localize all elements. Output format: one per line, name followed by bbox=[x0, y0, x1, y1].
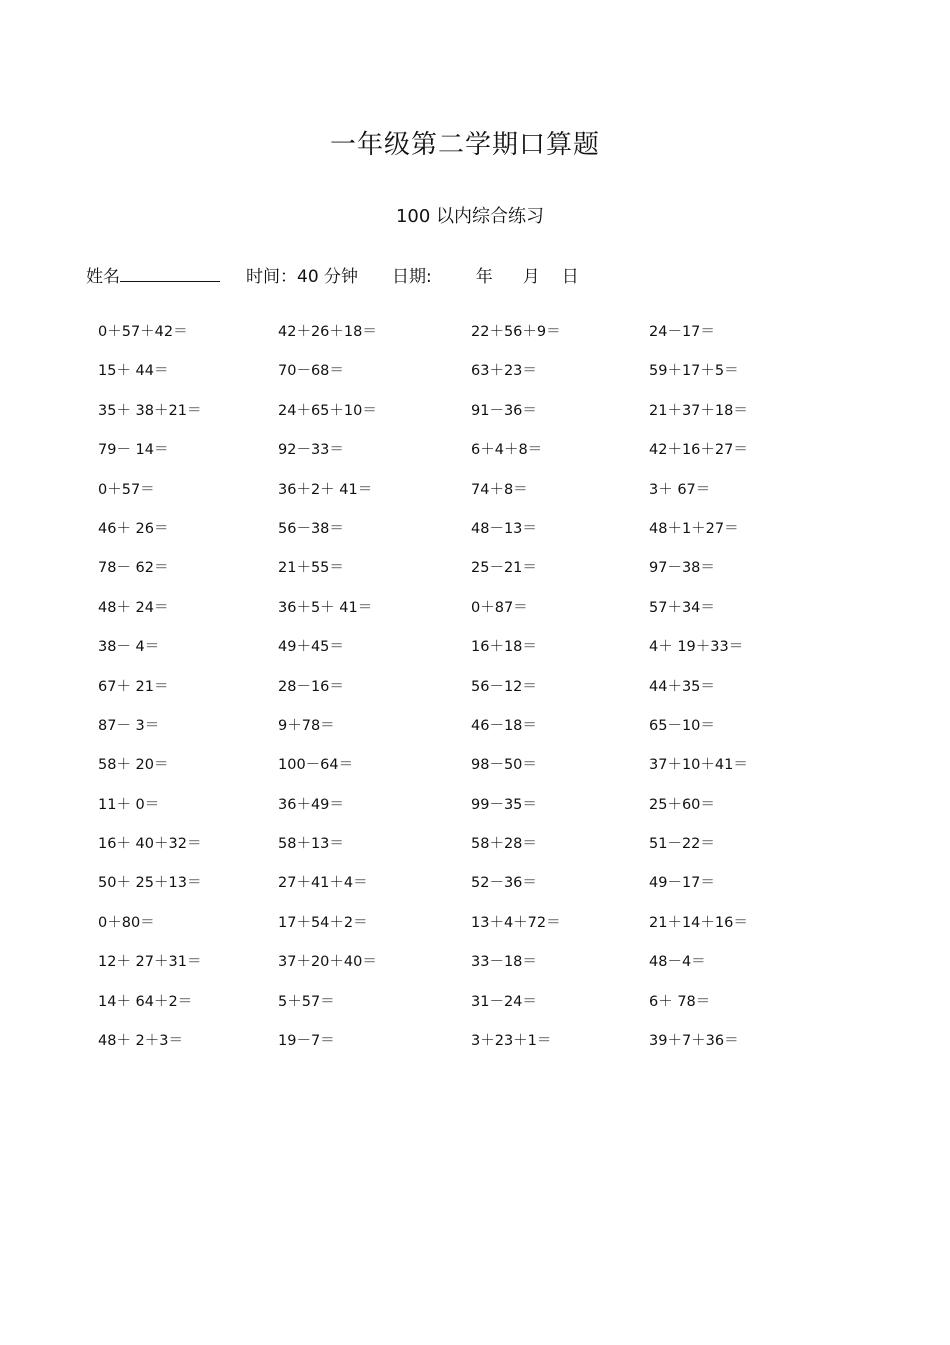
student-info-line bbox=[86, 262, 579, 287]
problem-item: 42＋26＋18＝ bbox=[278, 324, 377, 340]
problem-item: 5＋57＝ bbox=[278, 993, 335, 1010]
page-title: 一年级第二学期口算题 bbox=[329, 130, 600, 160]
problem-item: 3＋23＋1＝ bbox=[471, 1033, 552, 1050]
problem-item: 65－10＝ bbox=[649, 717, 715, 734]
problem-item: 91－36＝ bbox=[471, 402, 537, 419]
time-label: 时间：40 分钟 bbox=[246, 267, 359, 287]
problem-item: 31－24＝ bbox=[471, 993, 537, 1010]
problem-item: 36＋2＋ 41＝ bbox=[278, 481, 373, 498]
problem-item: 98－50＝ bbox=[471, 757, 537, 774]
problem-item: 15＋ 44＝ bbox=[98, 363, 169, 380]
problem-item: 56－38＝ bbox=[278, 520, 344, 537]
problem-item: 39＋7＋36＝ bbox=[649, 1033, 739, 1050]
problem-item: 14＋ 64＋2＝ bbox=[98, 993, 193, 1010]
problem-item: 56－12＝ bbox=[471, 678, 537, 695]
month-label: 月 bbox=[522, 267, 540, 287]
problem-item: 52－36＝ bbox=[471, 875, 537, 892]
problem-item: 44＋35＝ bbox=[649, 678, 715, 695]
problem-item: 16＋ 40＋32＝ bbox=[98, 836, 202, 853]
problem-item: 4＋ 19＋33＝ bbox=[649, 639, 744, 656]
problem-item: 48＋ 24＝ bbox=[98, 599, 169, 616]
problem-item: 6＋ 78＝ bbox=[649, 993, 711, 1010]
problem-item: 12＋ 27＋31＝ bbox=[98, 954, 202, 971]
date-label: 日期: bbox=[392, 267, 432, 287]
page-subtitle: 100 以内综合练习 bbox=[395, 206, 545, 227]
problem-item: 3＋ 67＝ bbox=[649, 481, 711, 498]
problem-item: 24－17＝ bbox=[649, 324, 715, 340]
problem-item: 58＋28＝ bbox=[471, 836, 537, 853]
problem-item: 87－ 3＝ bbox=[98, 717, 160, 734]
problem-item: 37＋20＋40＝ bbox=[278, 954, 377, 971]
problem-item: 99－35＝ bbox=[471, 796, 537, 813]
problem-item: 19－7＝ bbox=[278, 1033, 335, 1050]
problem-item: 16＋18＝ bbox=[471, 639, 537, 656]
problem-item: 48－13＝ bbox=[471, 520, 537, 537]
problem-item: 42＋16＋27＝ bbox=[649, 442, 748, 459]
problem-item: 48＋1＋27＝ bbox=[649, 520, 739, 537]
problem-item: 21＋55＝ bbox=[278, 560, 344, 577]
problem-item: 74＋8＝ bbox=[471, 481, 528, 498]
problem-item: 9＋78＝ bbox=[278, 717, 335, 734]
day-label: 日 bbox=[561, 267, 579, 287]
year-label: 年 bbox=[475, 267, 493, 287]
problem-item: 17＋54＋2＝ bbox=[278, 914, 368, 931]
problem-item: 36＋49＝ bbox=[278, 796, 344, 813]
problem-item: 36＋5＋ 41＝ bbox=[278, 599, 373, 616]
problem-item: 50＋ 25＋13＝ bbox=[98, 875, 202, 892]
problem-item: 48－4＝ bbox=[649, 954, 706, 971]
problem-item: 24＋65＋10＝ bbox=[278, 402, 377, 419]
problem-item: 21＋37＋18＝ bbox=[649, 402, 748, 419]
problem-item: 63＋23＝ bbox=[471, 363, 537, 380]
problem-item: 92－33＝ bbox=[278, 442, 344, 459]
problem-item: 28－16＝ bbox=[278, 678, 344, 695]
problem-item: 27＋41＋4＝ bbox=[278, 875, 368, 892]
problem-item: 13＋4＋72＝ bbox=[471, 914, 561, 931]
problem-item: 6＋4＋8＝ bbox=[471, 442, 543, 459]
problem-item: 100－64＝ bbox=[278, 757, 354, 774]
problem-item: 21＋14＋16＝ bbox=[649, 914, 748, 931]
problem-item: 51－22＝ bbox=[649, 836, 715, 853]
problem-item: 46－18＝ bbox=[471, 717, 537, 734]
problem-item: 97－38＝ bbox=[649, 560, 715, 577]
problem-item: 46＋ 26＝ bbox=[98, 520, 169, 537]
problem-item: 58＋ 20＝ bbox=[98, 757, 169, 774]
problem-item: 49－17＝ bbox=[649, 875, 715, 892]
problem-item: 11＋ 0＝ bbox=[98, 796, 160, 813]
problem-item: 38－ 4＝ bbox=[98, 639, 160, 656]
problem-item: 67＋ 21＝ bbox=[98, 678, 169, 695]
problem-item: 25＋60＝ bbox=[649, 796, 715, 813]
problem-item: 0＋80＝ bbox=[98, 914, 155, 931]
problem-item: 22＋56＋9＝ bbox=[471, 324, 561, 340]
problem-item: 79－ 14＝ bbox=[98, 442, 169, 459]
problem-item: 49＋45＝ bbox=[278, 639, 344, 656]
name-blank bbox=[120, 264, 220, 282]
problem-item: 25－21＝ bbox=[471, 560, 537, 577]
problem-item: 78－ 62＝ bbox=[98, 560, 169, 577]
problem-item: 0＋87＝ bbox=[471, 599, 528, 616]
problem-item: 70－68＝ bbox=[278, 363, 344, 380]
problem-item: 57＋34＝ bbox=[649, 599, 715, 616]
problem-item: 33－18＝ bbox=[471, 954, 537, 971]
problem-item: 58＋13＝ bbox=[278, 836, 344, 853]
problem-item: 0＋57＝ bbox=[98, 481, 155, 498]
problem-item: 59＋17＋5＝ bbox=[649, 363, 739, 380]
problem-item: 37＋10＋41＝ bbox=[649, 757, 748, 774]
problem-item: 35＋ 38＋21＝ bbox=[98, 402, 202, 419]
problem-item: 48＋ 2＋3＝ bbox=[98, 1033, 184, 1050]
name-label: 姓名 bbox=[86, 267, 120, 287]
problem-item: 0＋57＋42＝ bbox=[98, 324, 188, 340]
